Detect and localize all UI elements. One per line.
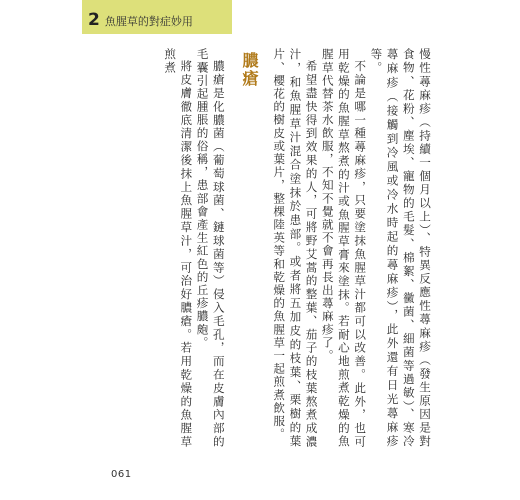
page-number: 061 (111, 469, 132, 480)
chapter-title: 魚腥草的對症妙用 (104, 15, 193, 28)
chapter-number: 2 (88, 10, 100, 30)
chapter-header-bar (82, 0, 232, 34)
paragraph-2: 不論是哪一種蕁麻疹，只要塗抹魚腥草汁都可以改善。此外，也可用乾燥的魚腥草熬煮的汁或魚腥草膏來塗抹。若耐心地煎煮乾燥的魚腥草代替茶水飲服，不知不覺就不會再長出蕁麻疹了。 (320, 48, 368, 448)
vertical-text-body (162, 48, 433, 448)
paragraph-1: 慢性蕁麻疹（持續一個月以上）、特異反應性蕁麻疹（發生原因是對食物、花粉、塵埃、寵物的毛髮、棉絮、黴菌、細菌等過敏）、寒冷蕁麻疹（接觸到冷風或冷水時起的蕁麻疹），此外還有日光蕁麻疹等。 (369, 48, 432, 448)
paragraph-3: 希望盡快得到效果的人，可將野艾蒿的整葉、茄子的枝葉熬煮成濃汁，和魚腥草汁混合塗抹於患部。或者將五加皮的枝葉、栗樹的葉片、櫻花的樹皮或葉片，整棵陸英等和乾燥的魚腥草一起煎煮飲服。 (272, 48, 319, 448)
section-heading: 膿瘡 (239, 52, 259, 88)
paragraph-4: 膿瘡是化膿菌（葡萄球菌、鏈球菌等）侵入毛孔，而在皮膚內部的毛囊引起腫脹的俗稱，患部會產生紅色的丘疹膿皰。 (195, 48, 226, 448)
paragraph-5: 將皮膚徹底清潔後抹上魚腥草汁，可治好膿瘡。若用乾燥的魚腥草煎煮 (163, 48, 194, 448)
chapter-header (82, 12, 193, 29)
